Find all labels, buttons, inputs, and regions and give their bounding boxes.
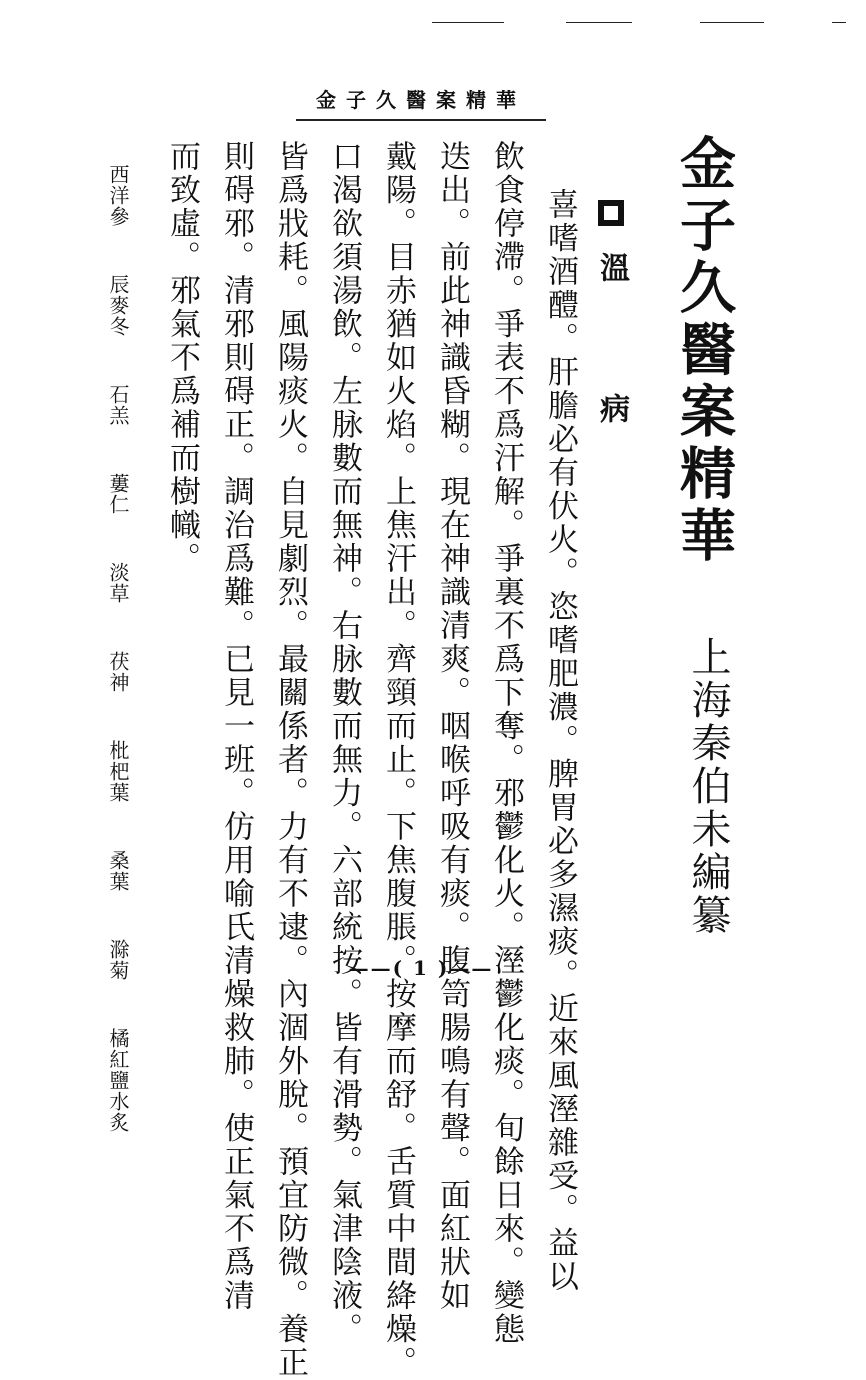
herb-item: 茯神 <box>106 651 130 693</box>
section-title: 溫 病 <box>594 252 629 461</box>
top-rule-2 <box>566 22 632 23</box>
section-heading <box>594 200 629 461</box>
author-credit: 上海秦伯未編纂 <box>685 636 731 937</box>
herb-item: 蔞仁 <box>106 473 130 515</box>
top-rule-3 <box>700 22 764 23</box>
herb-item: 石羔 <box>106 384 130 426</box>
text-column-3: 迭出。前此神識昏糊。現在神識清爽。咽喉呼吸有痰。腹笥腸鳴有聲。面紅狀如 <box>434 140 470 1313</box>
running-header: 金子久醫案精華 <box>296 84 546 121</box>
herb-item: 桑葉 <box>106 850 130 892</box>
top-rule-1 <box>432 22 504 23</box>
herb-item: 枇杷葉 <box>106 740 130 803</box>
text-column-1: 喜嗜酒醴。肝膽必有伏火。恣嗜肥濃。脾胃必多濕痰。近來風溼雜受。益以 <box>542 188 578 1294</box>
text-column-4: 戴陽。目赤猶如火焰。上焦汗出。齊頸而止。下焦腹脹。按摩而舒。舌質中間絳燥。 <box>380 140 416 1380</box>
herb-item: 淡草 <box>106 562 130 604</box>
herb-item: 西洋參 <box>106 164 130 227</box>
prescription-list <box>108 164 128 1155</box>
text-column-5: 口渴欲須湯飲。左脉數而無神。右脉數而無力。六部統按。皆有滑勢。氣津陰液。 <box>326 140 362 1346</box>
herb-item: 滁菊 <box>106 939 130 981</box>
herb-item: 橘紅鹽水炙 <box>106 1028 130 1133</box>
page-number: ——( 1 )—— <box>348 956 494 980</box>
text-column-2: 飲食停滯。爭表不爲汗解。爭裏不爲下奪。邪鬱化火。溼鬱化痰。旬餘日來。變態 <box>488 140 524 1346</box>
book-title: 金子久醫案精華 <box>671 134 737 568</box>
square-bullet-icon <box>598 200 624 226</box>
herb-item: 辰麥冬 <box>106 274 130 337</box>
text-column-7: 則碍邪。清邪則碍正。調治爲難。已見一班。仿用喻氏清燥救肺。使正氣不爲清 <box>218 140 254 1313</box>
text-column-6: 皆爲戕耗。風陽痰火。自見劇烈。最關係者。力有不逮。內涸外脫。預宜防微。養正 <box>272 140 308 1380</box>
top-rule-4 <box>832 22 846 23</box>
text-column-8: 而致虛。邪氣不爲補而樹幟。 <box>164 140 200 576</box>
